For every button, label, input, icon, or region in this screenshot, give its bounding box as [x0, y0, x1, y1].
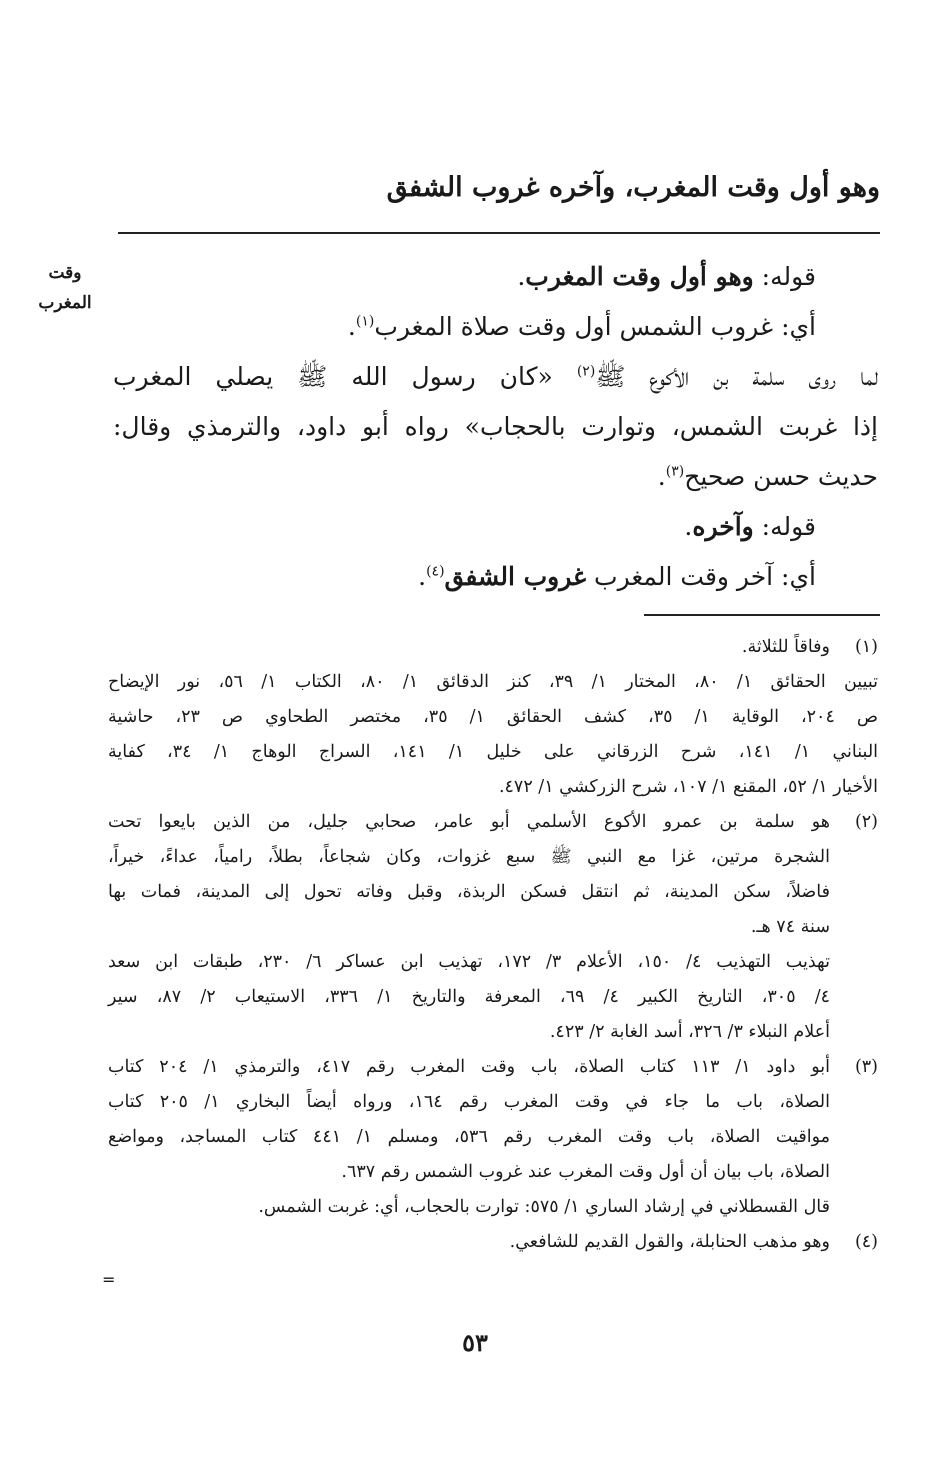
text-line: [113, 502, 878, 552]
matn-quote: وهو أول وقت المغرب: [525, 262, 754, 291]
sharh-text: أي: غروب الشمس أول وقت صلاة المغرب: [374, 312, 816, 341]
footnote-divider: [644, 614, 880, 616]
running-header: وهو أول وقت المغرب، وآخره غروب الشفق: [386, 172, 880, 203]
footnote-ref: (٤): [426, 563, 445, 580]
honorific-glyph: ﷺ: [595, 362, 626, 391]
footnote-line: وفاقاً للثلاثة.: [741, 637, 830, 657]
footnote-ref: (٢): [576, 363, 596, 380]
footnote-ref: (١): [355, 313, 375, 330]
footnote-number: (١): [854, 637, 878, 657]
sharh-text: أي: آخر وقت المغرب: [586, 562, 816, 591]
footnotes: [108, 630, 878, 1260]
footnote-line: البناني ١/ ١٤١، شرح الزرقاني على خليل ١/ ١٤١، السراج الوهاج ١/ ٣٤، كفاية: [108, 742, 879, 762]
footnote-1: [108, 630, 878, 805]
punctuation: .: [347, 312, 356, 341]
footnote-number: (٣): [854, 1057, 878, 1077]
punctuation: .: [657, 462, 666, 491]
punctuation: .: [418, 562, 427, 591]
footnote-line: الصلاة، باب ما جاء في وقت المغرب رقم ١٦٤، ورواه أيضاً البخاري ١/ ٢٠٥ كتاب: [108, 1092, 830, 1112]
footnote-3: [108, 1050, 878, 1225]
punctuation: .: [684, 512, 693, 541]
footnote-line: تهذيب التهذيب ٤/ ١٥٠، الأعلام ٣/ ١٧٢، تهذيب ابن عساكر ٦/ ٢٣٠، طبقات ابن سعد: [108, 952, 830, 972]
footnote-line: قال القسطلاني في إرشاد الساري ١/ ٥٧٥: توارت بالحجاب، أي: غربت الشمس.: [258, 1197, 830, 1217]
footnote-number: (٢): [854, 812, 878, 832]
hadith-text: «كان رسول الله ﷺ يصلي المغرب: [113, 362, 577, 391]
page-number: ٥٣: [462, 1328, 488, 1357]
footnote-line: وهو مذهب الحنابلة، والقول القديم للشافعي.: [509, 1232, 830, 1252]
text-line: [113, 302, 878, 352]
margin-note: [22, 258, 108, 318]
footnote-2: [108, 805, 878, 1050]
footnote-number: (٤): [854, 1232, 878, 1252]
footnote-line: تبيين الحقائق ١/ ٨٠، المختار ١/ ٣٩، كنز الدقائق ١/ ٨٠، الكتاب ١/ ٥٦، نور الإيضاح: [108, 672, 879, 692]
text-line: [113, 452, 878, 502]
footnote-line: هو سلمة بن عمرو الأكوع الأسلمي أبو عامر، صحابي جليل، من الذين بايعوا تحت: [108, 812, 830, 832]
quote-intro: قوله:: [753, 512, 816, 541]
text-line: إذا غربت الشمس، وتوارت بالحجاب» رواه أبو داود، والترمذي وقال:: [113, 412, 878, 441]
margin-note-line: المغرب: [38, 293, 92, 313]
matn-quote: غروب الشفق: [444, 562, 587, 591]
footnote-line: الشجرة مرتين، غزا مع النبي ﷺ سبع غزوات، وكان شجاعاً، بطلاً، رامياً، عداءً، خيراً،: [108, 847, 830, 867]
sharh-text: حديث حسن صحيح: [684, 462, 878, 491]
footnote-4: [108, 1225, 878, 1260]
matn-quote: وآخره: [692, 512, 754, 541]
footnote-line: ص ٢٠٤، الوقاية ١/ ٣٥، كشف الحقائق ١/ ٣٥، مختصر الطحاوي ص ٢٣، حاشية: [108, 707, 878, 727]
header-divider: [118, 232, 880, 234]
footnote-line: أعلام النبلاء ٣/ ٣٢٦، أسد الغابة ٢/ ٤٢٣.: [549, 1022, 830, 1042]
quote-intro: قوله:: [753, 262, 816, 291]
continuation-mark: =: [102, 1270, 116, 1289]
text-line: [113, 252, 878, 302]
text-line: [113, 552, 878, 602]
margin-note-line: وقت: [48, 263, 82, 283]
footnote-line: الأخيار ١/ ٥٢، المقنع ١/ ١٠٧، شرح الزركشي ١/ ٤٧٢.: [498, 777, 878, 797]
footnote-ref: (٣): [665, 463, 685, 480]
footnote-line: ٤/ ٣٠٥، التاريخ الكبير ٤/ ٦٩، المعرفة والتاريخ ١/ ٣٣٦، الاستيعاب ٢/ ٨٧، سير: [108, 987, 831, 1007]
footnote-line: سنة ٧٤ هـ.: [750, 917, 830, 937]
footnote-line: مواقيت الصلاة، باب وقت المغرب رقم ٥٣٦، ومسلم ١/ ٤٤١ كتاب المساجد، ومواضع: [108, 1127, 830, 1147]
footnote-line: فاضلاً، سكن المدينة، ثم انتقل فسكن الربذة، وقبل وفاته تحول إلى المدينة، فمات بها: [108, 882, 830, 902]
punctuation: .: [517, 262, 526, 291]
sharh-text: لما روى سلمة بن الأكوع: [625, 362, 878, 391]
footnote-line: أبو داود ١/ ١١٣ كتاب الصلاة، باب وقت المغرب رقم ٤١٧، والترمذي ١/ ٢٠٤ كتاب: [108, 1057, 830, 1077]
main-text: [113, 252, 878, 602]
footnote-line: الصلاة، باب بيان أن أول وقت المغرب عند غروب الشمس رقم ٦٣٧.: [341, 1162, 830, 1182]
text-line: [113, 352, 878, 402]
